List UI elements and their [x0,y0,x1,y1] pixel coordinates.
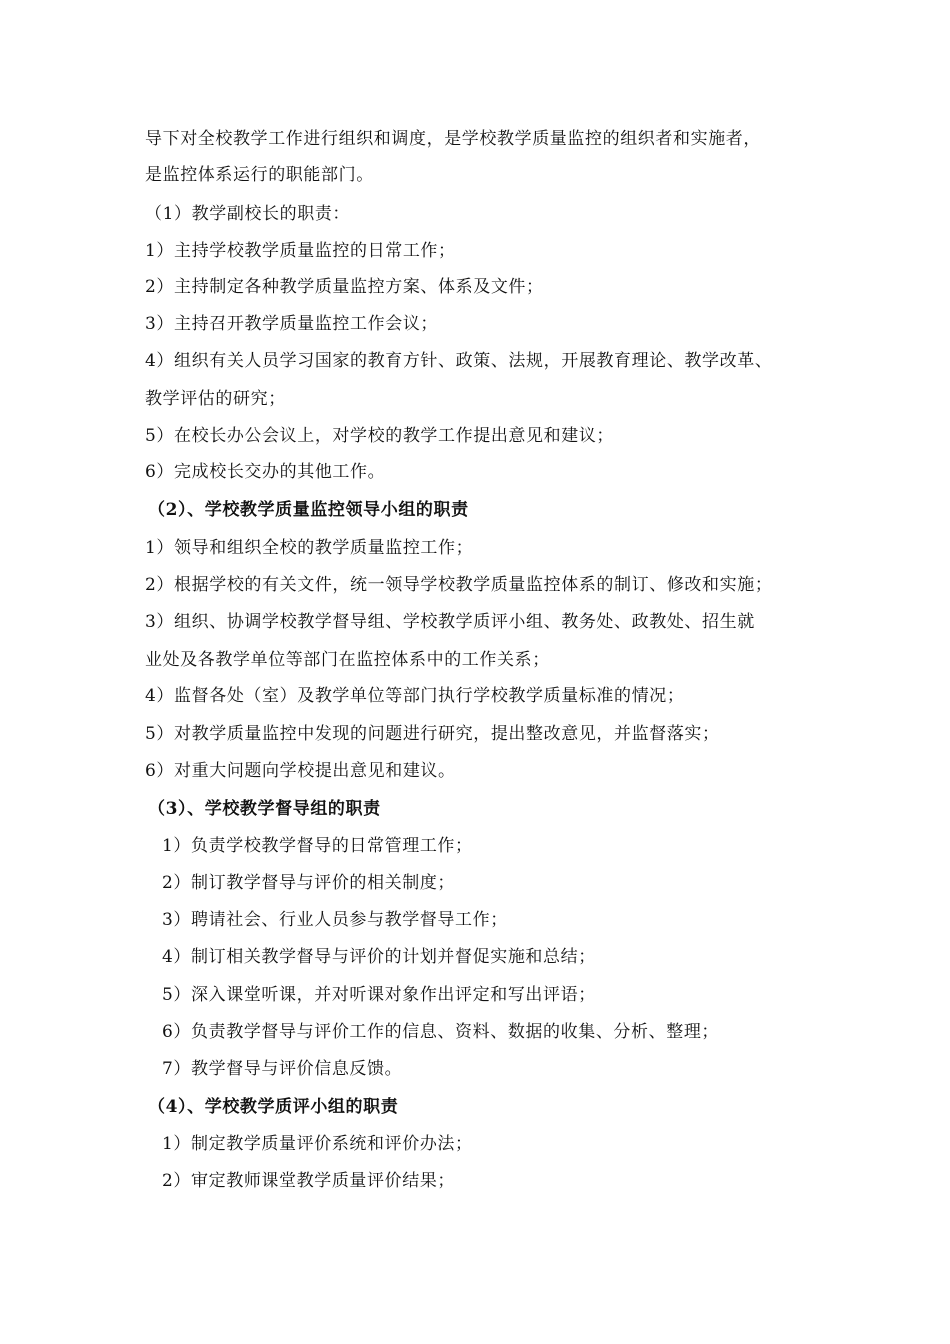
list-item: 2）根据学校的有关文件，统一领导学校教学质量监控体系的制订、修改和实施； [145,575,773,595]
list-item: 3）聘请社会、行业人员参与教学督导工作； [162,910,508,930]
list-item: 6）完成校长交办的其他工作。 [145,462,386,482]
list-item: 1）负责学校教学督导的日常管理工作； [162,836,473,856]
list-item: 1）主持学校教学质量监控的日常工作； [145,241,456,261]
list-item: 2）审定教师课堂教学质量评价结果； [162,1171,456,1191]
list-item: 4）组织有关人员学习国家的教育方针、政策、法规，开展教育理论、教学改革、 [145,351,773,371]
paragraph-line: 是监控体系运行的职能部门。 [145,165,374,185]
list-item: 4）监督各处（室）及教学单位等部门执行学校教学质量标准的情况； [145,686,685,706]
list-item: 5）对教学质量监控中发现的问题进行研究，提出整改意见，并监督落实； [145,724,720,744]
list-item: 6）负责教学督导与评价工作的信息、资料、数据的收集、分析、整理； [162,1022,720,1042]
list-item: 7）教学督导与评价信息反馈。 [162,1059,403,1079]
subsection-title: （1）教学副校长的职责： [145,204,351,224]
list-item: 2）制订教学督导与评价的相关制度； [162,873,456,893]
section-heading: （2）、学校教学质量监控领导小组的职责 [148,500,469,520]
list-item: 2）主持制定各种教学质量监控方案、体系及文件； [145,277,544,297]
list-item: 1）领导和组织全校的教学质量监控工作； [145,538,474,558]
list-item: 5）在校长办公会议上，对学校的教学工作提出意见和建议； [145,426,615,446]
paragraph-line: 导下对全校教学工作进行组织和调度，是学校教学质量监控的组织者和实施者， [145,129,761,149]
list-item-continuation: 教学评估的研究； [145,389,286,409]
list-item: 6）对重大问题向学校提出意见和建议。 [145,761,456,781]
list-item: 4）制订相关教学督导与评价的计划并督促实施和总结； [162,947,596,967]
section-heading: （4）、学校教学质评小组的职责 [148,1097,399,1117]
list-item-continuation: 业处及各教学单位等部门在监控体系中的工作关系； [145,650,550,670]
section-heading: （3）、学校教学督导组的职责 [148,799,381,819]
list-item: 1）制定教学质量评价系统和评价办法； [162,1134,473,1154]
list-item: 3）组织、协调学校教学督导组、学校教学质评小组、教务处、政教处、招生就 [145,612,755,632]
list-item: 3）主持召开教学质量监控工作会议； [145,314,439,334]
list-item: 5）深入课堂听课，并对听课对象作出评定和写出评语； [162,985,596,1005]
